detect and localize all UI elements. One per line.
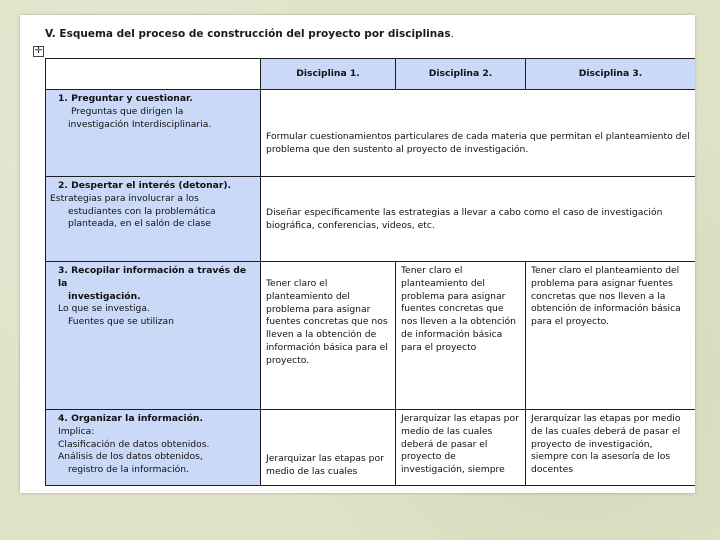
row-2-merged-cell — [261, 177, 696, 262]
row-3-step-cell — [46, 262, 261, 410]
table-row — [46, 262, 696, 410]
header-row — [46, 59, 696, 90]
step-line: Implica: — [58, 425, 95, 437]
row-3-discipline-3-cell: Tener claro el planteamiento del problema para asignar fuentes concretas que nos lleven a la obtención de información básica para el proyecto. — [526, 262, 696, 410]
step-line: registro de la información. — [68, 464, 190, 476]
step-line: Clasificación de datos obtenidos. — [58, 438, 210, 450]
row-4-discipline-2-cell: Jerarquizar las etapas por medio de las cuales deberá de pasar el proyecto de investigación, siempre — [396, 410, 526, 486]
header-discipline-3: Disciplina 3. — [526, 59, 696, 90]
header-discipline-1: Disciplina 1. — [261, 59, 396, 90]
move-anchor-icon[interactable]: ✛ — [34, 46, 43, 56]
step-heading: 2. Despertar el interés (detonar). — [58, 180, 232, 191]
table-row — [46, 90, 696, 177]
row-2-step-cell — [46, 177, 261, 262]
step-line: Estrategias para involucrar a los — [50, 192, 199, 204]
step-heading: 4. Organizar la información. — [58, 413, 203, 424]
step-line: planteada, en el salón de clase — [68, 218, 211, 230]
step-line: Preguntas que dirigen la — [71, 105, 184, 117]
document-page — [20, 15, 695, 493]
step-line: estudiantes con la problemática — [68, 205, 216, 217]
row-3-discipline-2-cell: Tener claro el planteamiento del problema para asignar fuentes concretas que nos lleven a la obtención de información básica para el proyecto — [396, 262, 526, 410]
process-table — [45, 58, 695, 486]
row-4-step-cell — [46, 410, 261, 486]
row-4-discipline-3-cell: Jerarquizar las etapas por medio de las cuales deberá de pasar el proyecto de investigación, siempre con la asesoría de los docentes — [526, 410, 696, 486]
header-blank-cell — [46, 59, 261, 90]
table-row — [46, 177, 696, 262]
step-heading: 3. Recopilar información a través de la — [58, 265, 247, 289]
row-1-merged-cell — [261, 90, 696, 177]
header-discipline-2: Disciplina 2. — [396, 59, 526, 90]
page-title: V. Esquema del proceso de construcción del proyecto por disciplinas. — [45, 28, 454, 40]
table-row — [46, 410, 696, 486]
row-1-step-cell — [46, 90, 261, 177]
step-line: Análisis de los datos obtenidos, — [58, 451, 203, 463]
row-4-discipline-1-cell — [261, 410, 396, 486]
merged-text: Formular cuestionamientos particulares de cada materia que permitan el planteamiento del problema que den sustento al proyecto de investigación. — [266, 131, 690, 155]
row-3-discipline-1-cell: Tener claro el planteamiento del problema para asignar fuentes concretas que nos lleven a la obtención de información básica para el proyecto. — [261, 262, 396, 410]
step-heading-cont: investigación. — [68, 290, 141, 302]
step-line: Fuentes que se utilizan — [68, 316, 174, 328]
cell-text: Jerarquizar las etapas por medio de las cuales — [266, 453, 384, 477]
merged-text: Diseñar específicamente las estrategias a llevar a cabo como el caso de investigación biográfica, conferencias, videos, etc. — [266, 207, 663, 231]
step-heading: 1. Preguntar y cuestionar. — [58, 93, 193, 104]
step-line: investigación Interdisciplinaria. — [68, 118, 212, 130]
step-line: Lo que se investiga. — [58, 303, 150, 315]
